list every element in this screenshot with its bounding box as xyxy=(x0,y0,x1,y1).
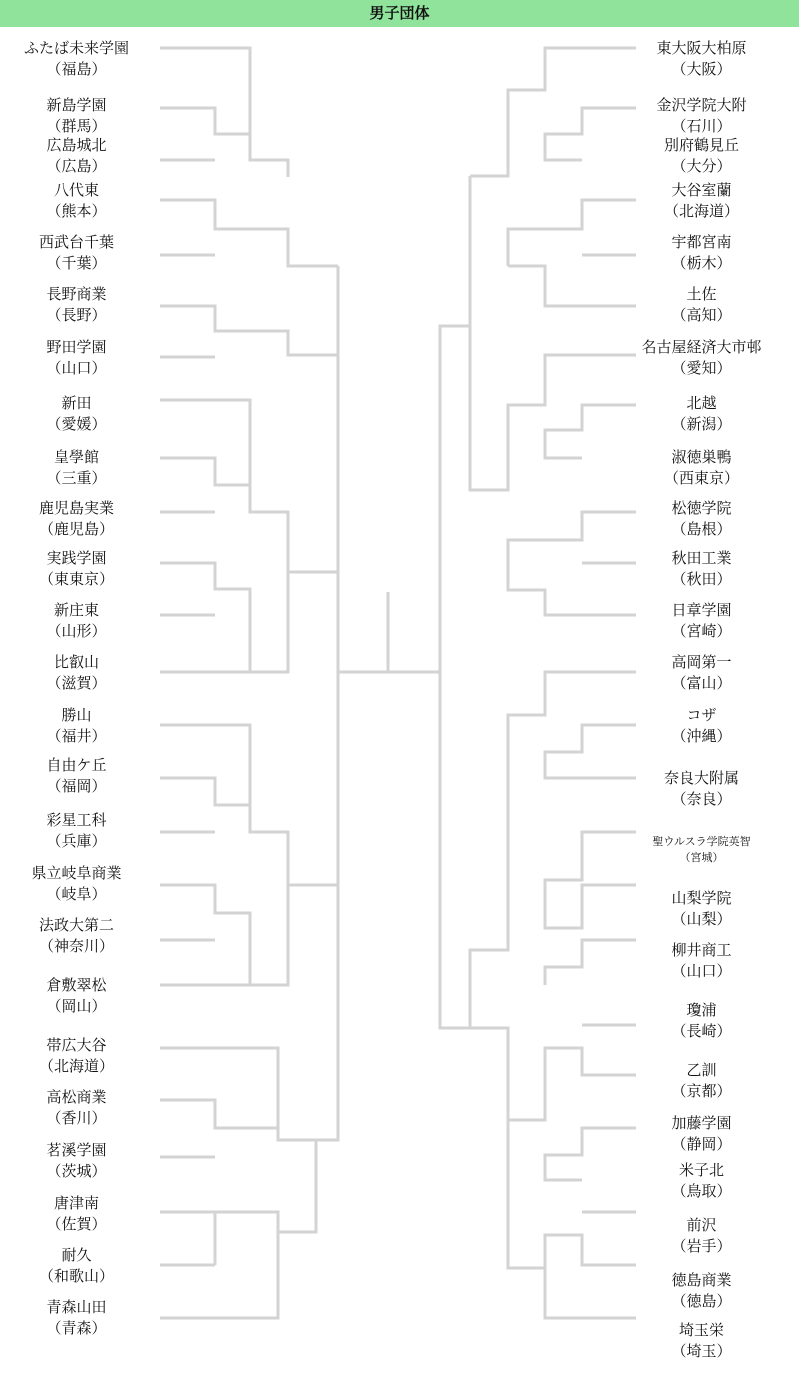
team-prefecture: （宮崎） xyxy=(671,622,732,640)
team-prefecture: （徳島） xyxy=(671,1292,732,1310)
team-prefecture: （愛媛） xyxy=(46,415,107,433)
team-prefecture: （奈良） xyxy=(671,790,732,808)
team-name: 米子北 xyxy=(678,1161,724,1179)
team-prefecture: （埼玉） xyxy=(671,1342,732,1360)
team-name: 県立岐阜商業 xyxy=(31,864,122,882)
left-team-7 xyxy=(0,337,159,379)
team-prefecture: （高知） xyxy=(671,306,732,324)
team-name: 日章学園 xyxy=(671,601,732,619)
team-prefecture: （東東京） xyxy=(38,570,114,588)
team-prefecture: （和歌山） xyxy=(38,1267,114,1285)
left-team-1 xyxy=(0,38,159,80)
team-name: 新庄東 xyxy=(53,601,99,619)
left-team-19 xyxy=(0,975,159,1017)
right-team-2 xyxy=(619,95,784,137)
team-prefecture: （大分） xyxy=(671,157,732,175)
right-team-23 xyxy=(619,1215,784,1257)
left-team-5 xyxy=(0,232,159,274)
left-team-16 xyxy=(0,810,159,852)
team-prefecture: （沖縄） xyxy=(671,727,732,745)
team-name: 名古屋経済大市邨 xyxy=(641,338,762,356)
bracket-title: 男子団体 xyxy=(0,0,799,27)
right-team-22 xyxy=(619,1160,784,1202)
team-name: 鹿児島実業 xyxy=(38,499,114,517)
team-prefecture: （三重） xyxy=(46,469,107,487)
team-name: 瓊浦 xyxy=(686,1001,717,1019)
left-bracket-lines xyxy=(160,48,388,1318)
team-prefecture: （京都） xyxy=(671,1082,732,1100)
right-team-18 xyxy=(619,940,784,982)
right-team-24 xyxy=(619,1270,784,1312)
team-prefecture: （静岡） xyxy=(671,1135,732,1153)
team-prefecture: （新潟） xyxy=(671,415,732,433)
left-team-23 xyxy=(0,1193,159,1235)
team-name: 実践学園 xyxy=(46,549,107,567)
team-name: 徳島商業 xyxy=(671,1271,732,1289)
team-prefecture: （宮城） xyxy=(679,851,724,864)
right-team-10 xyxy=(619,498,784,540)
team-name: 青森山田 xyxy=(46,1298,107,1316)
team-name: 新田 xyxy=(61,394,92,412)
team-name: 別府鶴見丘 xyxy=(663,136,739,154)
team-name: 宇都宮南 xyxy=(671,233,732,251)
team-name: 聖ウルスラ学院英智 xyxy=(652,835,751,848)
right-team-14 xyxy=(619,705,784,747)
right-team-1 xyxy=(619,38,784,80)
right-team-5 xyxy=(619,232,784,274)
left-team-10 xyxy=(0,498,159,540)
left-team-3 xyxy=(0,135,159,177)
left-team-4 xyxy=(0,180,159,222)
team-prefecture: （鹿児島） xyxy=(38,520,114,538)
team-name: 広島城北 xyxy=(46,136,107,154)
team-prefecture: （秋田） xyxy=(671,570,732,588)
left-team-25 xyxy=(0,1297,159,1339)
team-name: 唐津南 xyxy=(53,1194,99,1212)
team-name: 高松商業 xyxy=(46,1088,107,1106)
team-prefecture: （岡山） xyxy=(46,997,107,1015)
team-name: 加藤学園 xyxy=(671,1114,732,1132)
team-prefecture: （岐阜） xyxy=(46,885,107,903)
team-name: 埼玉栄 xyxy=(678,1321,724,1339)
left-team-17 xyxy=(0,863,159,905)
team-name: 野田学園 xyxy=(46,338,107,356)
team-prefecture: （広島） xyxy=(46,157,107,175)
team-prefecture: （熊本） xyxy=(46,202,107,220)
left-team-6 xyxy=(0,284,159,326)
team-name: 乙訓 xyxy=(686,1061,717,1079)
team-prefecture: （栃木） xyxy=(671,254,732,272)
team-name: 高岡第一 xyxy=(671,653,732,671)
team-prefecture: （群馬） xyxy=(46,117,107,135)
left-team-11 xyxy=(0,548,159,590)
team-prefecture: （滋賀） xyxy=(46,674,107,692)
left-team-14 xyxy=(0,705,159,747)
team-name: 前沢 xyxy=(686,1216,717,1234)
right-team-8 xyxy=(619,393,784,435)
team-prefecture: （石川） xyxy=(671,117,732,135)
left-team-2 xyxy=(0,95,159,137)
team-prefecture: （神奈川） xyxy=(38,937,114,955)
team-name: 秋田工業 xyxy=(671,549,732,567)
team-name: 耐久 xyxy=(61,1246,92,1264)
team-prefecture: （福井） xyxy=(46,727,107,745)
team-prefecture: （茨城） xyxy=(46,1162,107,1180)
team-name: ふたば未来学園 xyxy=(23,39,129,57)
left-team-18 xyxy=(0,915,159,957)
team-name: 土佐 xyxy=(686,285,717,303)
right-team-11 xyxy=(619,548,784,590)
left-team-8 xyxy=(0,393,159,435)
right-bracket-lines xyxy=(388,48,636,1318)
team-prefecture: （福島） xyxy=(46,60,107,78)
team-name: 倉敷翠松 xyxy=(46,976,107,994)
team-name: 柳井商工 xyxy=(671,941,732,959)
team-name: 長野商業 xyxy=(46,285,107,303)
team-name: 彩星工科 xyxy=(46,811,107,829)
team-name: 金沢学院大附 xyxy=(656,96,747,114)
team-name: 帯広大谷 xyxy=(46,1036,107,1054)
team-name: 自由ケ丘 xyxy=(46,756,107,774)
team-prefecture: （北海道） xyxy=(38,1057,114,1075)
team-prefecture: （千葉） xyxy=(46,254,107,272)
left-team-15 xyxy=(0,755,159,797)
team-prefecture: （鳥取） xyxy=(671,1182,732,1200)
team-name: 法政大第二 xyxy=(38,916,114,934)
team-prefecture: （青森） xyxy=(46,1319,107,1337)
team-prefecture: （山口） xyxy=(671,962,732,980)
right-team-17 xyxy=(619,888,784,930)
team-prefecture: （兵庫） xyxy=(46,832,107,850)
right-team-6 xyxy=(619,284,784,326)
team-name: コザ xyxy=(686,706,717,724)
team-prefecture: （愛知） xyxy=(671,359,732,377)
left-team-24 xyxy=(0,1245,159,1287)
right-team-13 xyxy=(619,652,784,694)
team-name: 奈良大附属 xyxy=(663,769,739,787)
team-name: 東大阪大柏原 xyxy=(656,39,747,57)
left-team-13 xyxy=(0,652,159,694)
left-team-21 xyxy=(0,1087,159,1129)
team-name: 皇學館 xyxy=(53,448,99,466)
team-name: 山梨学院 xyxy=(671,889,732,907)
team-prefecture: （長崎） xyxy=(671,1022,732,1040)
team-prefecture: （山形） xyxy=(46,622,107,640)
team-name: 松徳学院 xyxy=(671,499,732,517)
right-team-4 xyxy=(619,180,784,222)
right-team-19 xyxy=(619,1000,784,1042)
right-team-20 xyxy=(619,1060,784,1102)
team-prefecture: （北海道） xyxy=(663,202,739,220)
team-prefecture: （西東京） xyxy=(663,469,739,487)
team-name: 淑徳巣鴨 xyxy=(671,448,732,466)
team-name: 比叡山 xyxy=(53,653,99,671)
team-prefecture: （山口） xyxy=(46,359,107,377)
right-team-9 xyxy=(619,447,784,489)
team-name: 北越 xyxy=(686,394,717,412)
right-team-16 xyxy=(619,834,784,866)
right-team-21 xyxy=(619,1113,784,1155)
team-name: 西武台千葉 xyxy=(38,233,114,251)
team-prefecture: （島根） xyxy=(671,520,732,538)
team-prefecture: （佐賀） xyxy=(46,1215,107,1233)
right-team-15 xyxy=(619,768,784,810)
left-team-9 xyxy=(0,447,159,489)
team-name: 大谷室蘭 xyxy=(671,181,732,199)
team-name: 新島学園 xyxy=(46,96,107,114)
right-team-7 xyxy=(619,337,784,379)
team-name: 八代東 xyxy=(53,181,99,199)
left-team-20 xyxy=(0,1035,159,1077)
team-prefecture: （大阪） xyxy=(671,60,732,78)
left-team-12 xyxy=(0,600,159,642)
team-prefecture: （富山） xyxy=(671,674,732,692)
team-prefecture: （岩手） xyxy=(671,1237,732,1255)
right-team-12 xyxy=(619,600,784,642)
team-name: 勝山 xyxy=(61,706,92,724)
left-team-22 xyxy=(0,1140,159,1182)
team-name: 茗溪学園 xyxy=(46,1141,107,1159)
team-prefecture: （山梨） xyxy=(671,910,732,928)
team-prefecture: （香川） xyxy=(46,1109,107,1127)
right-team-3 xyxy=(619,135,784,177)
team-prefecture: （福岡） xyxy=(46,777,107,795)
team-prefecture: （長野） xyxy=(46,306,107,324)
right-team-25 xyxy=(619,1320,784,1362)
